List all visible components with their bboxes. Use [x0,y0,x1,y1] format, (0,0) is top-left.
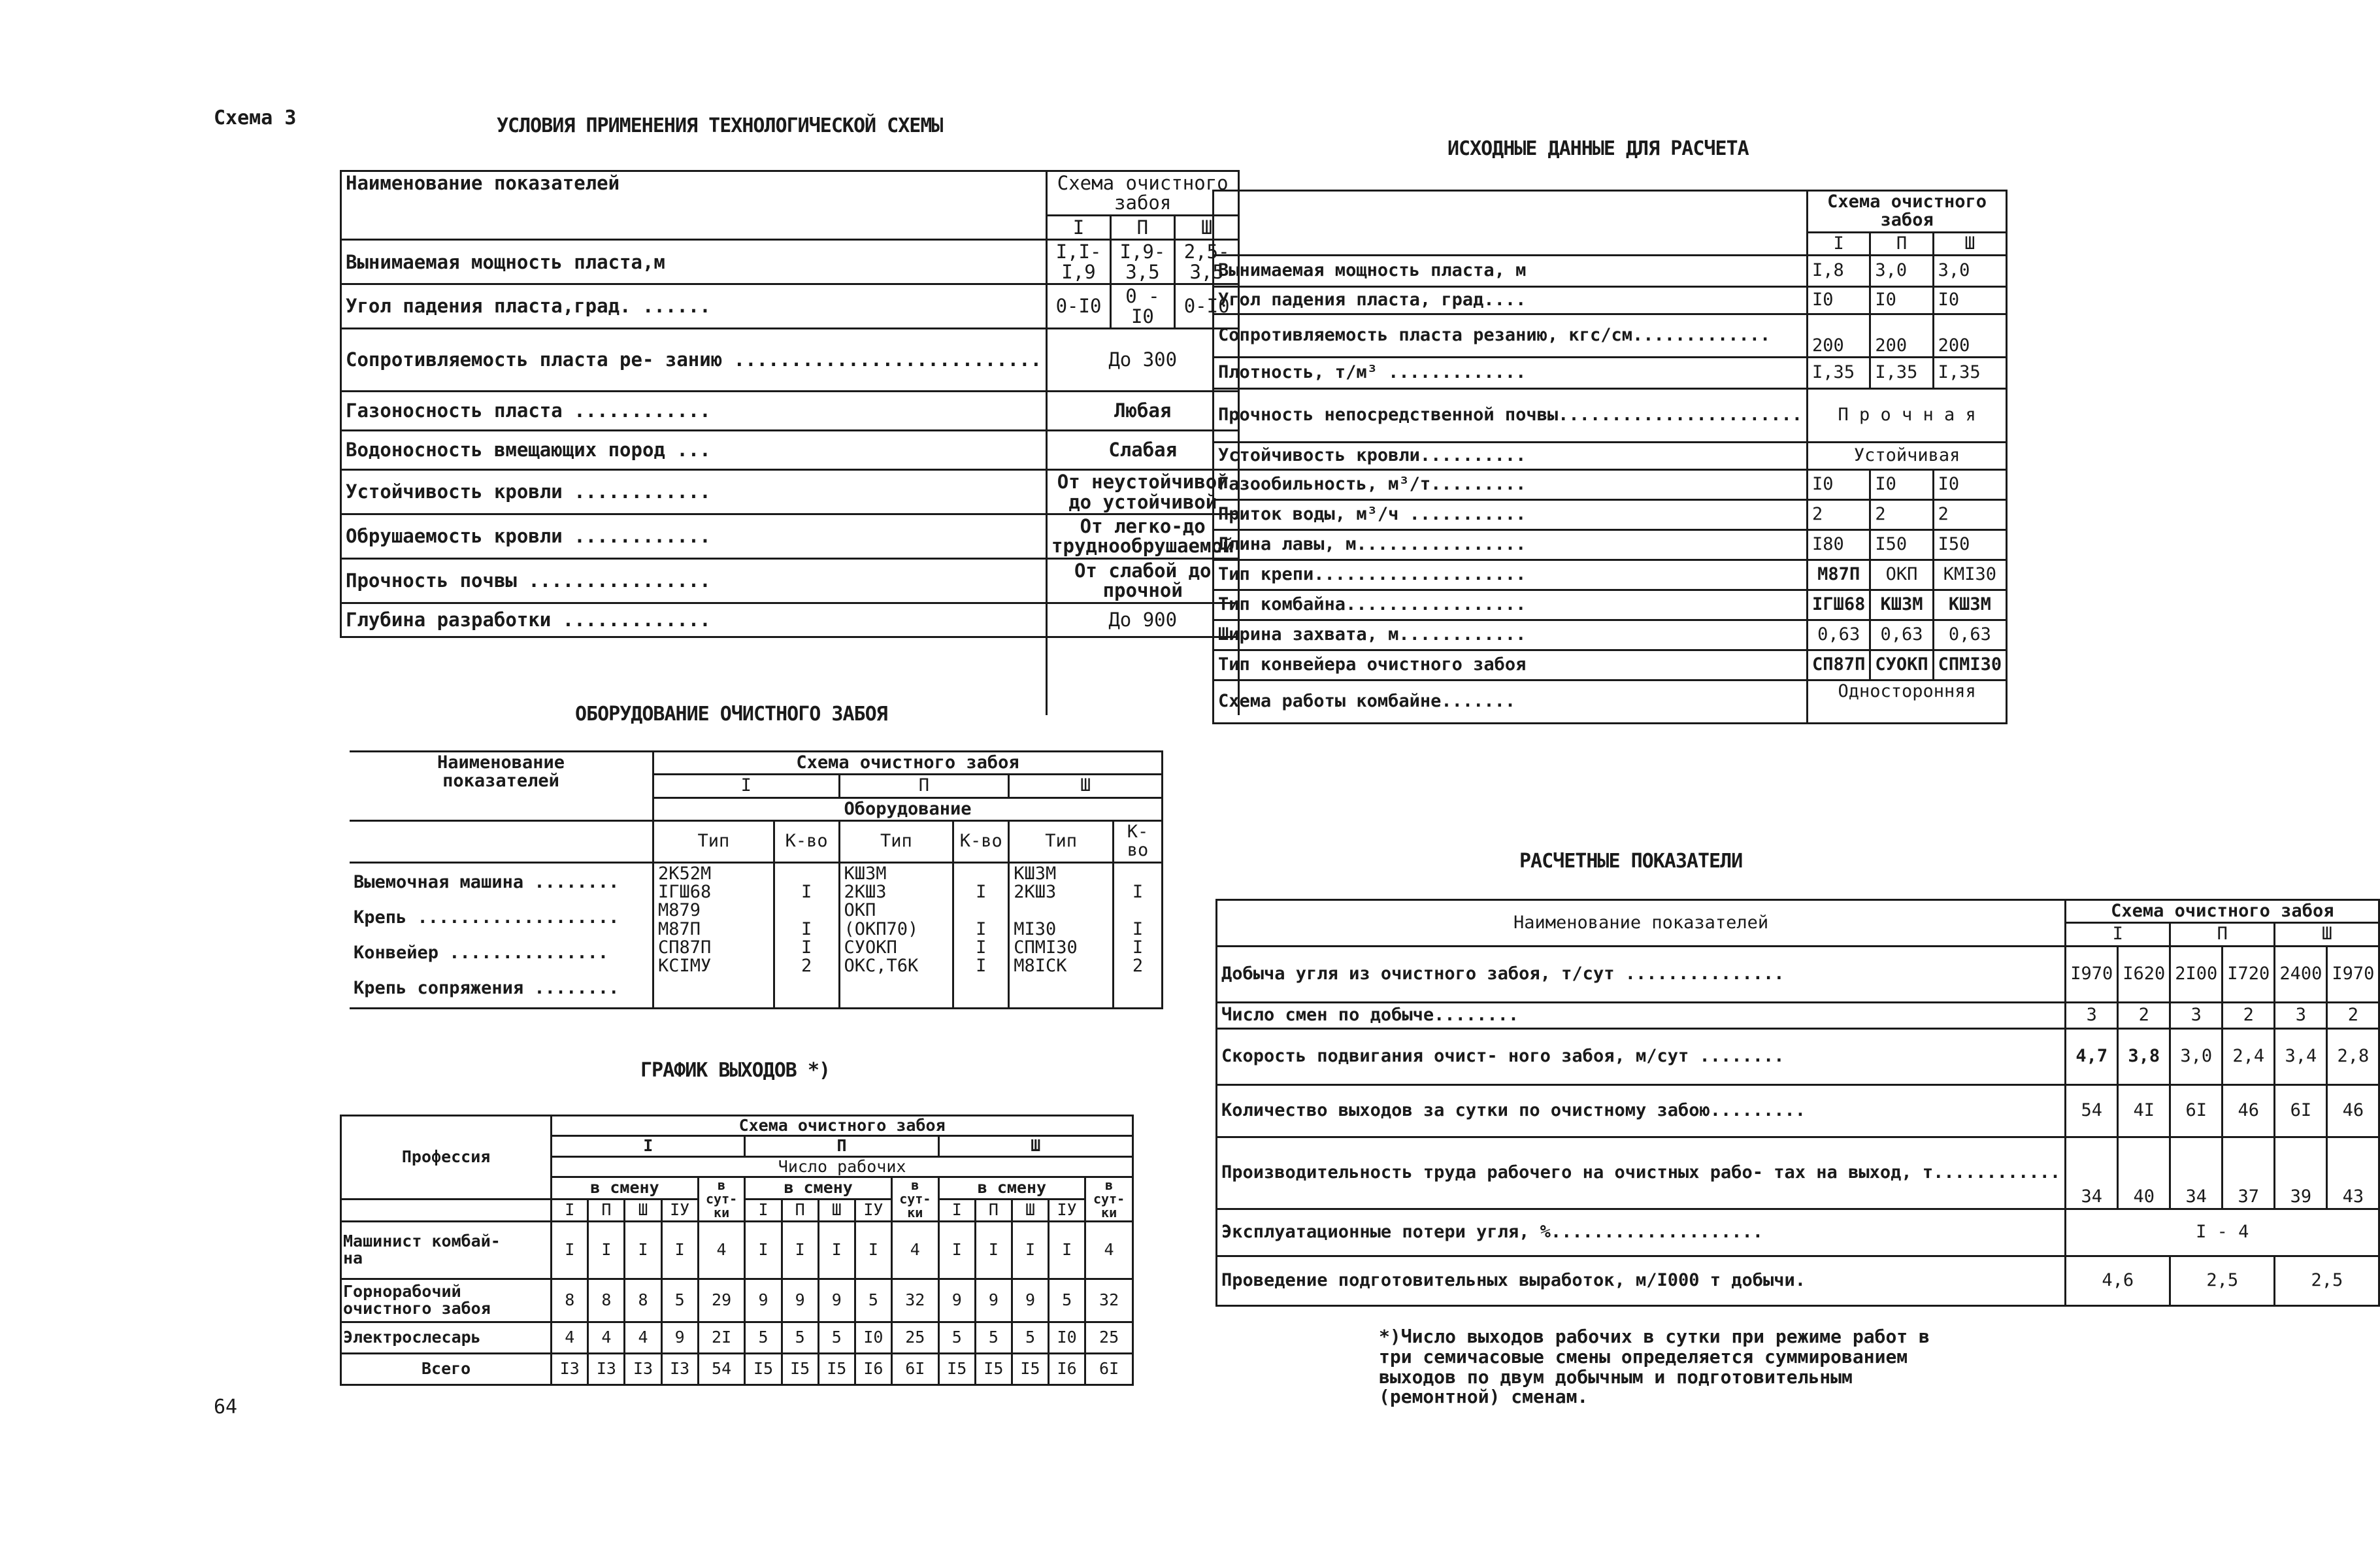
calc-cell: 2,5 [2170,1256,2275,1305]
calc-scheme-1: I [2066,923,2170,946]
conditions-scheme-2: П [1110,215,1174,239]
calc-row-label: Производительность труда рабочего на очистных рабо- тах на выход, т............ [1217,1137,2066,1209]
equipment-scheme-1: I [653,775,840,797]
schedule-shift: Ш [818,1199,855,1221]
calc-cell: 3 [2170,1002,2223,1028]
calc-title: РАСЧЕТНЫЕ ПОКАЗАТЕЛИ [1519,850,1743,873]
calc-cell: 34 [2066,1137,2118,1209]
equipment-col-scheme: Схема очистного забоя [653,752,1163,775]
schedule-cell: I [1012,1221,1048,1279]
calc-cell: 39 [2275,1137,2327,1209]
schedule-cell: I [1049,1221,1085,1279]
schedule-cell: 9 [782,1279,818,1322]
input-row-label: Плотность, т/м³ ............. [1214,358,1808,389]
calc-row-label: Добыча угля из очистного забоя, т/сут ............... [1217,946,2066,1002]
input-cell: I0 [1870,287,1933,314]
table-row [1214,530,2007,560]
schedule-cell: I5 [782,1353,818,1385]
table-row [341,1221,1133,1279]
schedule-cell: I5 [1012,1353,1048,1385]
calc-cell: I - 4 [2066,1209,2379,1256]
conditions-row-label: Устойчивость кровли ............ [341,470,1047,514]
schedule-cell: I [552,1221,588,1279]
calc-table [1215,899,2380,1307]
input-cell: СУОКП [1870,650,1933,680]
schedule-cell: 9 [1012,1279,1048,1322]
schedule-cell: 9 [938,1279,975,1322]
input-row-label: Тип крепи.................... [1214,560,1808,590]
input-cell: I,35 [1870,358,1933,389]
calc-scheme-2: П [2170,923,2275,946]
schedule-cell: 6I [1085,1353,1133,1385]
calc-cell: 2400 [2275,946,2327,1002]
conditions-cell: От неустойчивой до устойчивой [1047,470,1239,514]
table-row [1217,1256,2379,1305]
table-row [1214,500,2007,530]
input-cell: М87П [1808,560,1870,590]
schedule-cell: 32 [891,1279,938,1322]
schedule-cell: I [745,1221,782,1279]
conditions-row-label: Сопротивляемость пласта ре- занию ........................... [341,329,1047,392]
conditions-title: УСЛОВИЯ ПРИМЕНЕНИЯ ТЕХНОЛОГИЧЕСКОЙ СХЕМЫ [497,114,943,137]
calc-cell: 3,8 [2118,1028,2170,1084]
schedule-cell: I [938,1221,975,1279]
input-row-label: Устойчивость кровли.......... [1214,443,1808,470]
schedule-cell: 25 [1085,1322,1133,1353]
input-cell: I0 [1870,470,1933,500]
schedule-shift: П [782,1199,818,1221]
schedule-cell: 5 [938,1322,975,1353]
schedule-row-label: Машинист комбай- на [341,1221,552,1279]
input-cell: 2 [1933,500,2007,530]
input-cell: КШ3М [1933,590,2007,620]
input-row-label: Угол падения пласта, град.... [1214,287,1808,314]
schedule-col-prof: Профессия [341,1116,552,1200]
calc-cell: 46 [2327,1084,2379,1137]
table-row [341,1322,1133,1353]
input-data-corner [1214,191,1808,256]
input-cell: 0,63 [1933,620,2007,650]
equipment-s3-count: I I I 2 [1114,862,1163,1008]
conditions-col-name: Наименование показателей [341,171,1047,240]
footnote: *)Число выходов рабочих в сутки при режиме работ в три семичасовые смены определяется суммированием выходов по двум добычным и подготовительным (ремонтной) сменам. [1379,1326,1930,1408]
calc-cell: 2,4 [2223,1028,2275,1084]
page-number: 64 [214,1396,238,1418]
equipment-s1-type: 2К52М IГШ68 М879 М87П СП87П КСIМУ [653,862,774,1008]
input-cell: Односторонняя [1808,680,2007,724]
input-data-scheme-3: Ш [1933,232,2007,255]
schedule-cell: 29 [698,1279,745,1322]
schedule-cell: 5 [782,1322,818,1353]
calc-row-label: Число смен по добыче........ [1217,1002,2066,1028]
calc-cell: 6I [2170,1084,2223,1137]
input-cell: I50 [1933,530,2007,560]
calc-cell: 2I00 [2170,946,2223,1002]
input-cell: 200 [1933,314,2007,358]
schedule-scheme-2: П [745,1136,938,1156]
schedule-shift: I [938,1199,975,1221]
schedule-cell: 5 [855,1279,891,1322]
schedule-cell: 9 [818,1279,855,1322]
calc-col-name: Наименование показателей [1217,900,2066,947]
calc-cell: I970 [2327,946,2379,1002]
table-row [1214,590,2007,620]
input-cell: I,35 [1808,358,1870,389]
schedule-cell: 5 [818,1322,855,1353]
equipment-sub-count: К-во [1114,821,1163,863]
conditions-cell: От легко-до труднообрушаемой [1047,514,1239,558]
equipment-sub-type: Тип [653,821,774,863]
input-data-scheme-2: П [1870,232,1933,255]
schedule-cell: 9 [975,1279,1012,1322]
schedule-cell: I [625,1221,661,1279]
conditions-cell: Любая [1047,392,1239,431]
input-cell: П р о ч н а я [1808,389,2007,443]
input-row-label: Схема работы комбайне....... [1214,680,1808,724]
equipment-labels [350,862,653,1008]
equipment-group: Оборудование [653,797,1163,820]
conditions-cell: От слабой до прочной [1047,558,1239,603]
schedule-cell: 8 [552,1279,588,1322]
schedule-cell: I [855,1221,891,1279]
input-row-label: Сопротивляемость пласта резанию, кгс/см............. [1214,314,1808,358]
table-row [1214,358,2007,389]
calc-cell: 34 [2170,1137,2223,1209]
calc-cell: I720 [2223,946,2275,1002]
schedule-cell: 4 [588,1322,625,1353]
calc-cell: 3,4 [2275,1028,2327,1084]
calc-cell: 2 [2118,1002,2170,1028]
conditions-row-label: Водоносность вмещающих пород ... [341,431,1047,470]
schedule-cell: 5 [1012,1322,1048,1353]
calc-cell: 2 [2223,1002,2275,1028]
equipment-sub-type: Тип [1009,821,1114,863]
calc-row-label: Эксплуатационные потери угля, %.................... [1217,1209,2066,1256]
calc-cell: 43 [2327,1137,2379,1209]
conditions-row-label: Угол падения пласта,град. ...... [341,284,1047,329]
schedule-table [340,1115,1134,1386]
table-row [1217,1137,2379,1209]
input-cell: I80 [1808,530,1870,560]
equipment-label: Выемочная машина ........ [354,871,620,892]
schedule-row-label: Электрослесарь [341,1322,552,1353]
schedule-cell: 5 [975,1322,1012,1353]
input-cell: 200 [1808,314,1870,358]
calc-cell: 2,5 [2275,1256,2379,1305]
schedule-col-scheme: Схема очистного забоя [552,1116,1133,1136]
calc-cell: 54 [2066,1084,2118,1137]
calc-cell: 4,6 [2066,1256,2170,1305]
calc-cell: 4I [2118,1084,2170,1137]
input-cell: I0 [1933,470,2007,500]
schedule-cell: 54 [698,1353,745,1385]
input-cell: I,8 [1808,256,1870,287]
calc-cell: 3,0 [2170,1028,2223,1084]
calc-cell: 3 [2066,1002,2118,1028]
calc-cell: I620 [2118,946,2170,1002]
schedule-cell: 8 [625,1279,661,1322]
conditions-cell: 0 -I0 [1110,284,1174,329]
schedule-cell: I3 [661,1353,698,1385]
schedule-cell: I3 [552,1353,588,1385]
conditions-row-label: Прочность почвы ................ [341,558,1047,603]
calc-cell: 2 [2327,1002,2379,1028]
input-cell: I0 [1808,287,1870,314]
schedule-scheme-1: I [552,1136,745,1156]
equipment-s1-count: I I I 2 [774,862,839,1008]
input-cell: 2 [1870,500,1933,530]
conditions-cell: 0-I0 [1047,284,1111,329]
table-row [1217,946,2379,1002]
input-cell: 0,63 [1870,620,1933,650]
equipment-sub-count: К-во [774,821,839,863]
schedule-cell: I [661,1221,698,1279]
calc-cell: 40 [2118,1137,2170,1209]
schedule-cell: I5 [938,1353,975,1385]
input-row-label: Тип конвейера очистного забоя [1214,650,1808,680]
schedule-cell: I6 [855,1353,891,1385]
table-row [341,1353,1133,1385]
input-data-scheme-1: I [1808,232,1870,255]
schedule-cell: 5 [745,1322,782,1353]
input-cell: КМI30 [1933,560,2007,590]
calc-cell: 4,7 [2066,1028,2118,1084]
schedule-shift: П [588,1199,625,1221]
input-data-title: ИСХОДНЫЕ ДАННЫЕ ДЛЯ РАСЧЕТА [1447,137,1749,160]
equipment-scheme-2: П [839,775,1009,797]
schedule-cell: 4 [552,1322,588,1353]
calc-cell: 37 [2223,1137,2275,1209]
schedule-cell: I5 [975,1353,1012,1385]
conditions-cell: I,I-I,9 [1047,240,1111,284]
schedule-cell: 25 [891,1322,938,1353]
schedule-cell: 4 [625,1322,661,1353]
input-row-label: Газообильность, м³/т......... [1214,470,1808,500]
calc-cell: 2,8 [2327,1028,2379,1084]
conditions-col-scheme: Схема очистного забоя [1047,171,1239,216]
schedule-per-shift: в смену [552,1177,699,1199]
equipment-s3-type: КШ3М 2КШ3 МI30 СПМI30 М8IСК [1009,862,1114,1008]
input-cell: 3,0 [1933,256,2007,287]
input-cell: 0,63 [1808,620,1870,650]
schedule-cell: 2I [698,1322,745,1353]
table-row [1214,256,2007,287]
conditions-cell: До 900 [1047,603,1239,637]
schedule-shift: IУ [855,1199,891,1221]
table-row [341,1279,1133,1322]
input-cell: СП87П [1808,650,1870,680]
equipment-label: Конвейер ............... [354,942,609,963]
conditions-scheme-3: Ш [1174,215,1239,239]
table-row [1214,650,2007,680]
schedule-cell: I3 [588,1353,625,1385]
table-row [1217,1028,2379,1084]
input-cell: I0 [1808,470,1870,500]
schedule-per-shift: в смену [938,1177,1085,1199]
schedule-cell: I [588,1221,625,1279]
schedule-cell: 5 [1049,1279,1085,1322]
input-cell: I50 [1870,530,1933,560]
schedule-cell: I5 [818,1353,855,1385]
schedule-per-day: в сут- ки [1085,1177,1133,1221]
schedule-shift: П [975,1199,1012,1221]
input-data-col-scheme: Схема очистного забоя [1808,191,2007,233]
schedule-workers: Число рабочих [552,1156,1133,1177]
schedule-per-shift: в смену [745,1177,892,1199]
scheme-label: Схема 3 [214,107,297,129]
schedule-cell: I3 [625,1353,661,1385]
table-row [1214,560,2007,590]
schedule-cell: 5 [661,1279,698,1322]
schedule-cell: 32 [1085,1279,1133,1322]
schedule-shift: IУ [1049,1199,1085,1221]
input-cell: 3,0 [1870,256,1933,287]
input-row-label: Ширина захвата, м............ [1214,620,1808,650]
equipment-s2-count: I I I I [953,862,1009,1008]
schedule-cell: I6 [1049,1353,1085,1385]
table-row [1217,1084,2379,1137]
schedule-scheme-3: Ш [938,1136,1132,1156]
schedule-shift: Ш [625,1199,661,1221]
input-cell: Устойчивая [1808,443,2007,470]
input-cell: IГШ68 [1808,590,1870,620]
schedule-cell: 4 [698,1221,745,1279]
schedule-cell: I5 [745,1353,782,1385]
schedule-cell: 9 [661,1322,698,1353]
table-row [1214,389,2007,443]
equipment-table [350,750,1163,1009]
conditions-cell: I,9-3,5 [1110,240,1174,284]
schedule-shift: IУ [661,1199,698,1221]
calc-row-label: Проведение подготовительных выработок, м/I000 т добычи. [1217,1256,2066,1305]
equipment-s2-type: КШ3М 2КШ3 ОКП (ОКП70) СУОКП ОКС,Т6К [839,862,953,1008]
schedule-cell: I0 [1049,1322,1085,1353]
input-data-table [1212,190,2008,724]
calc-cell: I970 [2066,946,2118,1002]
schedule-cell: I [975,1221,1012,1279]
input-row-label: Прочность непосредственной почвы....................... [1214,389,1808,443]
calc-row-label: Скорость подвигания очист- ного забоя, м/сут ........ [1217,1028,2066,1084]
schedule-cell: I [782,1221,818,1279]
schedule-cell: 4 [1085,1221,1133,1279]
table-row [1214,314,2007,358]
conditions-table [340,170,1240,715]
table-row [1214,287,2007,314]
input-row-label: Длина лавы, м................ [1214,530,1808,560]
input-row-label: Тип комбайна................. [1214,590,1808,620]
equipment-col-name: Наименование показателей [350,752,653,821]
input-cell: СПМI30 [1933,650,2007,680]
schedule-cell: 8 [588,1279,625,1322]
equipment-label: Крепь ................... [354,907,620,928]
equipment-scheme-3: Ш [1009,775,1163,797]
equipment-sub-type: Тип [839,821,953,863]
input-row-label: Приток воды, м³/ч ........... [1214,500,1808,530]
schedule-shift: I [745,1199,782,1221]
input-cell: I,35 [1933,358,2007,389]
conditions-row-label: Вынимаемая мощность пласта,м [341,240,1047,284]
schedule-per-day: в сут- ки [891,1177,938,1221]
table-row [1217,1002,2379,1028]
conditions-cell: 2,5-3,5 [1174,240,1239,284]
conditions-cell: 0-I0 [1174,284,1239,329]
schedule-cell: I0 [855,1322,891,1353]
table-row [1214,680,2007,724]
calc-row-label: Количество выходов за сутки по очистному забою......... [1217,1084,2066,1137]
schedule-cell: 6I [891,1353,938,1385]
schedule-cell: I [818,1221,855,1279]
schedule-row-label: Горнорабочий очистного забоя [341,1279,552,1322]
conditions-row-label: Обрушаемость кровли ............ [341,514,1047,558]
table-row [1217,1209,2379,1256]
schedule-row-label: Всего [341,1353,552,1385]
table-row [1214,470,2007,500]
table-row [1214,443,2007,470]
calc-cell: 46 [2223,1084,2275,1137]
conditions-row-label: Глубина разработки ............. [341,603,1047,637]
input-cell: ОКП [1870,560,1933,590]
equipment-sub-count: К-во [953,821,1009,863]
input-cell: 200 [1870,314,1933,358]
calc-col-scheme: Схема очистного забоя [2066,900,2379,923]
calc-cell: 3 [2275,1002,2327,1028]
equipment-label: Крепь сопряжения ........ [354,977,620,998]
schedule-shift: Ш [1012,1199,1048,1221]
conditions-row-label: Газоносность пласта ............ [341,392,1047,431]
conditions-scheme-1: I [1047,215,1111,239]
equipment-title: ОБОРУДОВАНИЕ ОЧИСТНОГО ЗАБОЯ [575,703,887,726]
schedule-title: ГРАФИК ВЫХОДОВ *) [640,1059,831,1082]
input-cell: I0 [1933,287,2007,314]
input-cell: КШ3М [1870,590,1933,620]
schedule-per-day: в сут- ки [698,1177,745,1221]
calc-cell: 6I [2275,1084,2327,1137]
schedule-shift: I [552,1199,588,1221]
conditions-cell: Слабая [1047,431,1239,470]
schedule-cell: 9 [745,1279,782,1322]
input-cell: 2 [1808,500,1870,530]
table-row [1214,620,2007,650]
schedule-cell: 4 [891,1221,938,1279]
calc-scheme-3: Ш [2275,923,2379,946]
input-row-label: Вынимаемая мощность пласта, м [1214,256,1808,287]
conditions-cell: До 300 [1047,329,1239,392]
